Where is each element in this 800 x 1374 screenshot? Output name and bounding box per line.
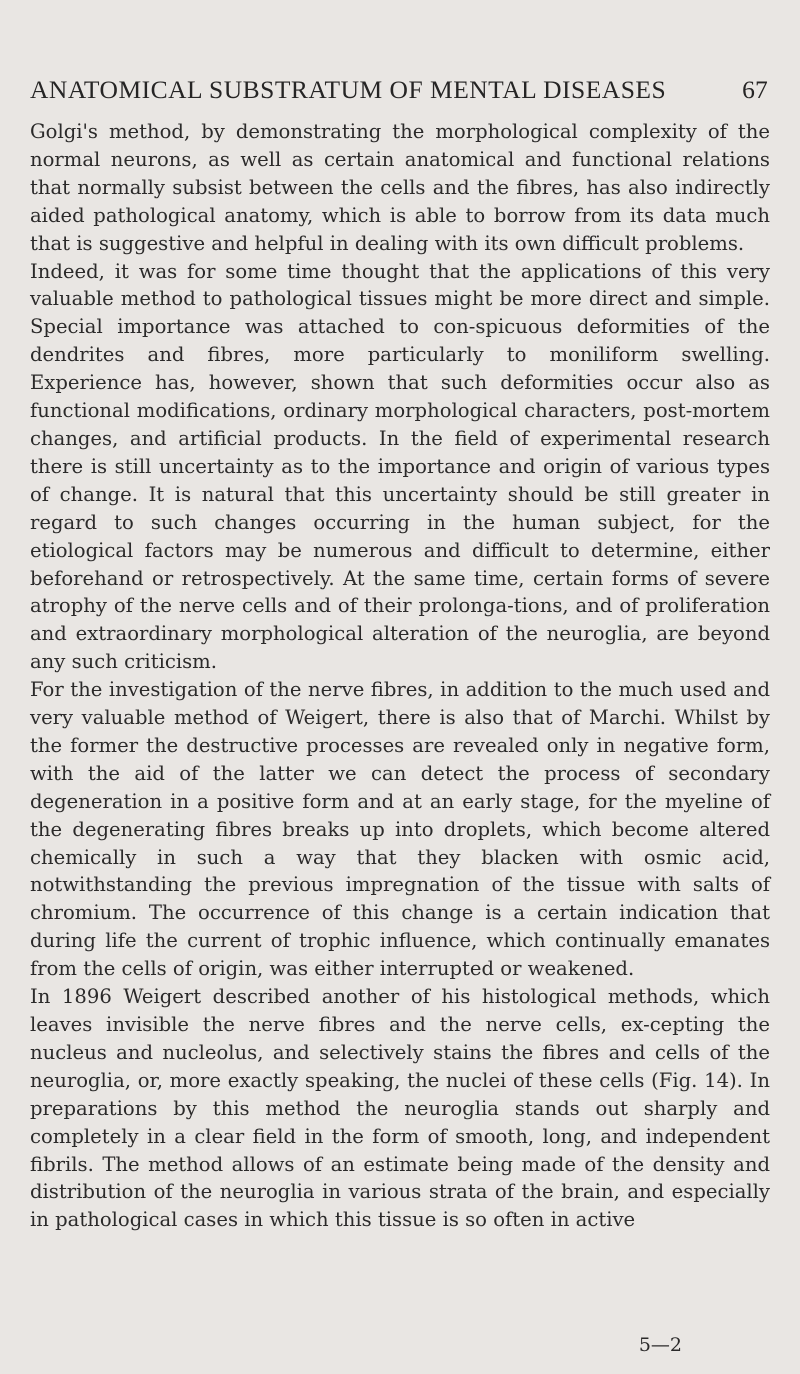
paragraph: For the investigation of the nerve fibres, in addition to the much used and very valuable method of Weigert, there is also that of Marchi. Whilst by the former the destructive processes are revealed only in negative form, with the aid of the latter we can detect the process of secondary degeneration in a positive form and at an early stage, for the myeline of the degenerating fibres breaks up into droplets, which become altered chemically in such a way that they blacken with osmic acid, notwithstanding the previous impregnation of the tissue with salts of chromium. The occurrence of this change is a certain indication that during life the current of trophic influence, which continually emanates from the cells of origin, was either interrupted or weakened.: [30, 678, 770, 981]
signature-mark: 5—2: [638, 1334, 682, 1356]
running-head: [30, 74, 770, 106]
paragraph: Indeed, it was for some time thought that the applications of this very valuable method to pathological tissues might be more direct and simple. Special importance was attached to con-spicuous deformities of the dendrites and fibres, more particularly to moniliform swelling. Experience has, however, shown that such deformities occur also as functional modifications, ordinary morphological characters, post-mortem changes, and artificial products. In the field of experimental research there is still uncertainty as to the importance and origin of various types of change. It is natural that this uncertainty should be still greater in regard to such changes occurring in the human subject, for the etiological factors may be numerous and difficult to determine, either beforehand or retrospectively. At the same time, certain forms of severe atrophy of the nerve cells and of their prolonga-tions, and of proliferation and extraordinary morphological alteration of the neuroglia, are beyond any such criticism.: [30, 259, 770, 674]
body-text: [30, 118, 770, 1234]
page-number: 67: [742, 75, 768, 104]
running-title: ANATOMICAL SUBSTRATUM OF MENTAL DISEASES: [30, 75, 667, 104]
paragraph: In 1896 Weigert described another of his histological methods, which leaves invisible the nerve fibres and the nerve cells, ex-cepting the nucleus and nucleolus, and selectively stains the fibres and cells of the neuroglia, or, more exactly speaking, the nuclei of these cells (Fig. 14). In preparations by this method the neuroglia stands out sharply and completely in a clear field in the form of smooth, long, and independent fibrils. The method allows of an estimate being made of the density and distribution of the neuroglia in various strata of the brain, and especially in pathological cases in which this tissue is so often in active: [30, 985, 770, 1232]
book-page: [30, 74, 770, 1234]
paragraph: Golgi's method, by demonstrating the morphological complexity of the normal neurons, as well as certain anatomical and functional relations that normally subsist between the cells and the fibres, has also indirectly aided pathological anatomy, which is able to borrow from its data much that is suggestive and helpful in dealing with its own difficult problems.: [30, 120, 770, 255]
